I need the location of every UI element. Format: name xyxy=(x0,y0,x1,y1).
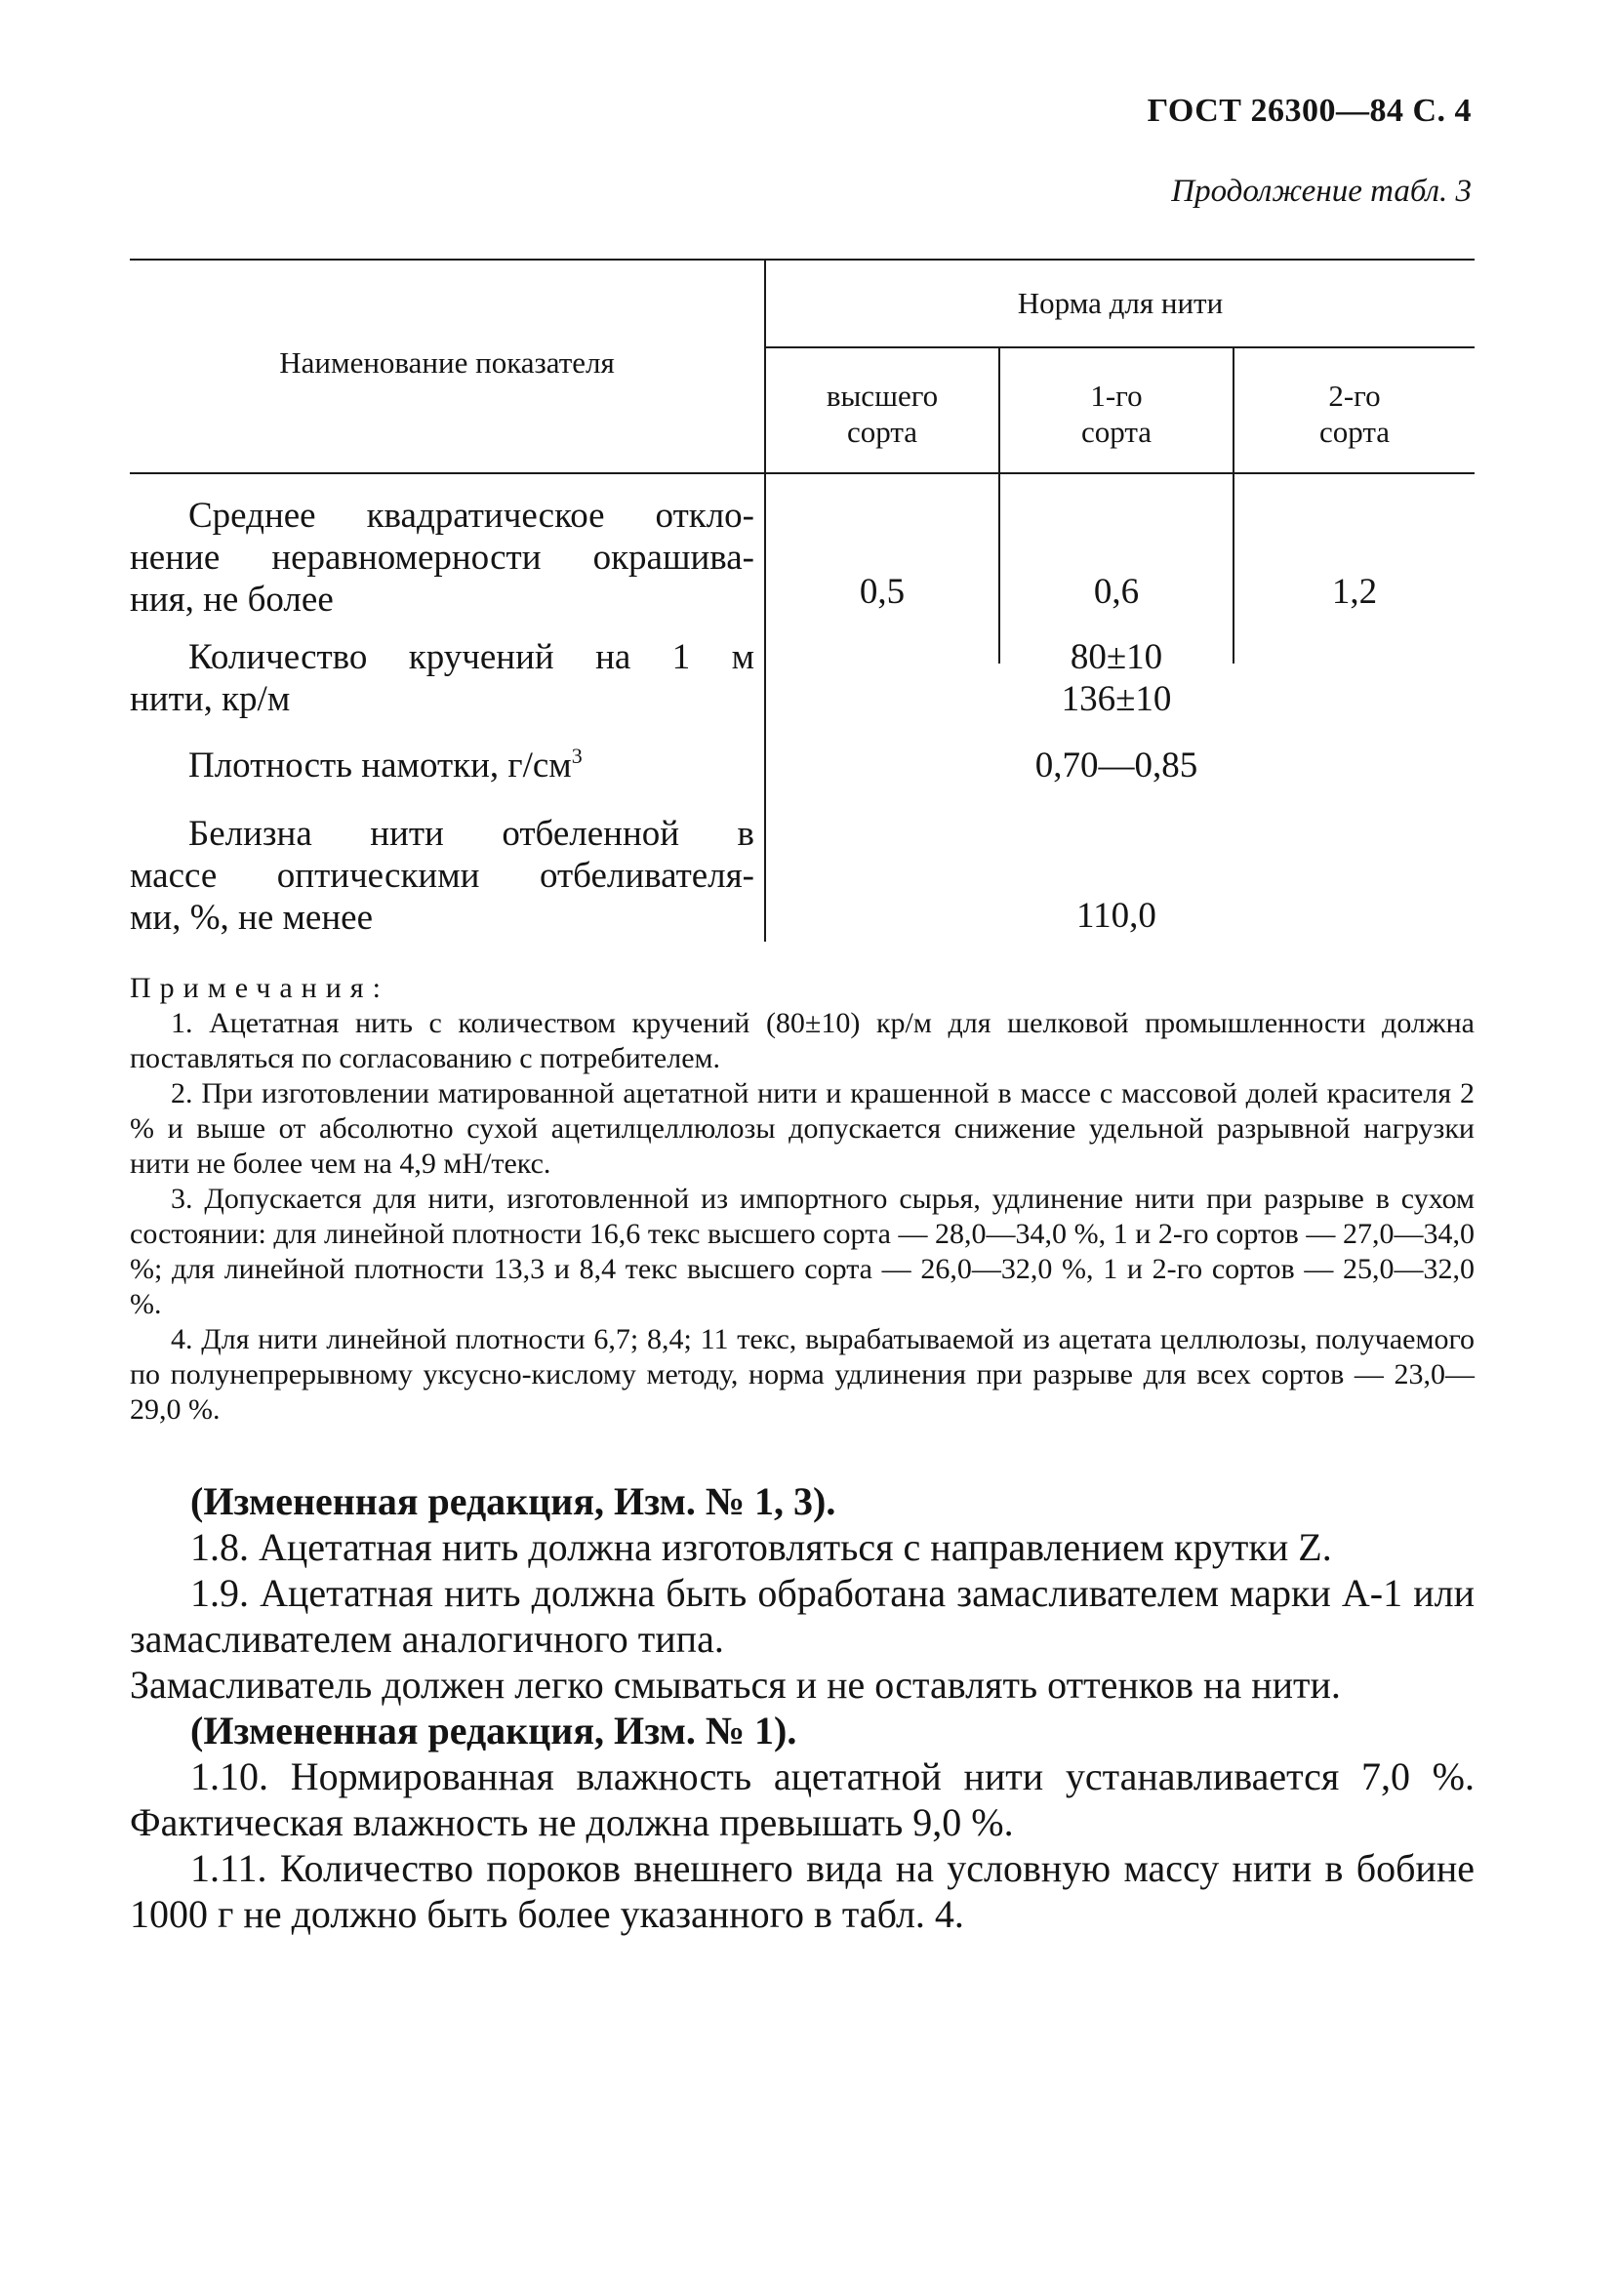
amendment-note-2: (Измененная редакция, Изм. № 1). xyxy=(190,1709,797,1752)
row1-value-grade-2: 1,2 xyxy=(1331,572,1378,612)
row1-value-top-grade: 0,5 xyxy=(859,572,906,612)
table-top-rule xyxy=(130,259,1475,261)
row3-line1 xyxy=(130,745,754,786)
row-name-color-deviation xyxy=(130,495,754,621)
grade-top-line1: высшего xyxy=(826,379,939,413)
clause-1-8: 1.8. Ацетатная нить должна изготовляться с направлением крутки Z. xyxy=(190,1525,1332,1569)
table-header-rule xyxy=(130,472,1475,474)
clause-1-9: 1.9. Ацетатная нить должна быть обработана замасливателем марки А-1 или замасливателем аналогичного типа. xyxy=(130,1571,1475,1661)
row1-line3: ния, не более xyxy=(130,580,334,620)
row1-line2: нение неравномерности окрашива- xyxy=(130,538,754,578)
grade-2-line2: сорта xyxy=(1318,415,1391,449)
note-3: 3. Допускается для нити, изготовленной из импортного сырья, удлинение нити при разрыве в сухом состоянии: для линейной плотности 16,6 текс высшего сорта — 28,0—34,0 %, 1 и 2-го сортов — 27,0—34,0 %; для линейной плотности 13,3 и 8,4 текс высшего сорта — 26,0—32,0 %, 1 и 2-го сортов — 25,0—32,0 %. xyxy=(130,1183,1475,1320)
header-grade-2 xyxy=(1234,378,1475,450)
table-notes xyxy=(130,971,1475,1428)
clause-1-11: 1.11. Количество пороков внешнего вида на условную массу нити в бобине 1000 г не должно быть более указанного в табл. 4. xyxy=(130,1846,1475,1936)
document-reference: ГОСТ 26300—84 С. 4 xyxy=(1147,93,1472,129)
clause-1-9-continued: Замасливатель должен легко смываться и не оставлять оттенков на нити. xyxy=(130,1663,1341,1707)
row3-name: Плотность намотки, г/см xyxy=(188,745,572,785)
grade-top-line2: сорта xyxy=(846,415,918,449)
row2-line1: Количество кручений на 1 м xyxy=(188,637,754,677)
header-norm: Норма для нити xyxy=(1017,286,1224,320)
grade-1-line2: сорта xyxy=(1080,415,1153,449)
notes-title: Примечания: xyxy=(130,972,389,1004)
grade-header-rule xyxy=(764,346,1475,348)
grade-1-line1: 1-го xyxy=(1090,379,1143,413)
amendment-note-1: (Измененная редакция, Изм. № 1, 3). xyxy=(190,1479,836,1523)
row4-line1: Белизна нити отбеленной в xyxy=(188,814,754,854)
row-name-twists xyxy=(130,636,754,720)
row4-value: 110,0 xyxy=(1076,896,1156,936)
grade-2-line1: 2-го xyxy=(1328,379,1381,413)
row1-value-grade-1: 0,6 xyxy=(1093,572,1140,612)
table-continuation-label: Продолжение табл. 3 xyxy=(1171,174,1472,209)
row3-name-superscript: 3 xyxy=(571,744,583,768)
row4-line3: ми, %, не менее xyxy=(130,898,373,938)
header-indicator-name: Наименование показателя xyxy=(279,345,615,380)
row-name-winding-density xyxy=(130,745,754,786)
clause-1-10: 1.10. Нормированная влажность ацетатной нити устанавливается 7,0 %. Фактическая влажность не должна превышать 9,0 %. xyxy=(130,1754,1475,1844)
row2-line2: нити, кр/м xyxy=(130,679,291,719)
header-grade-top xyxy=(766,378,998,450)
row4-line2: массе оптическими отбеливателя- xyxy=(130,856,754,896)
body-text xyxy=(130,1478,1475,1937)
note-2: 2. При изготовлении матированной ацетатной нити и крашенной в массе с массовой долей красителя 2 % и выше от абсолютно сухой ацетилцеллюлозы допускается снижение удельной разрывной нагрузки нити не более чем на 4,9 мН/текс. xyxy=(130,1077,1475,1180)
row2-value-2: 136±10 xyxy=(1061,679,1172,719)
row3-value: 0,70—0,85 xyxy=(1034,745,1198,785)
row1-line1: Среднее квадратическое откло- xyxy=(188,496,754,536)
row-name-whiteness xyxy=(130,813,754,939)
note-4: 4. Для нити линейной плотности 6,7; 8,4; 11 текс, вырабатываемой из ацетата целлюлозы, получаемого по полунепрерывному уксусно-кислому методу, норма удлинения при разрыве для всех сортов — 23,0—29,0 %. xyxy=(130,1323,1475,1426)
header-grade-1 xyxy=(1000,378,1233,450)
row2-value-1: 80±10 xyxy=(1070,637,1163,677)
note-1: 1. Ацетатная нить с количеством кручений (80±10) кр/м для шелковой промышленности должна поставляться по согласованию с потребителем. xyxy=(130,1007,1475,1074)
specification-table xyxy=(130,259,1475,942)
value-divider-2 xyxy=(1233,473,1234,664)
value-divider-1 xyxy=(998,473,1000,664)
